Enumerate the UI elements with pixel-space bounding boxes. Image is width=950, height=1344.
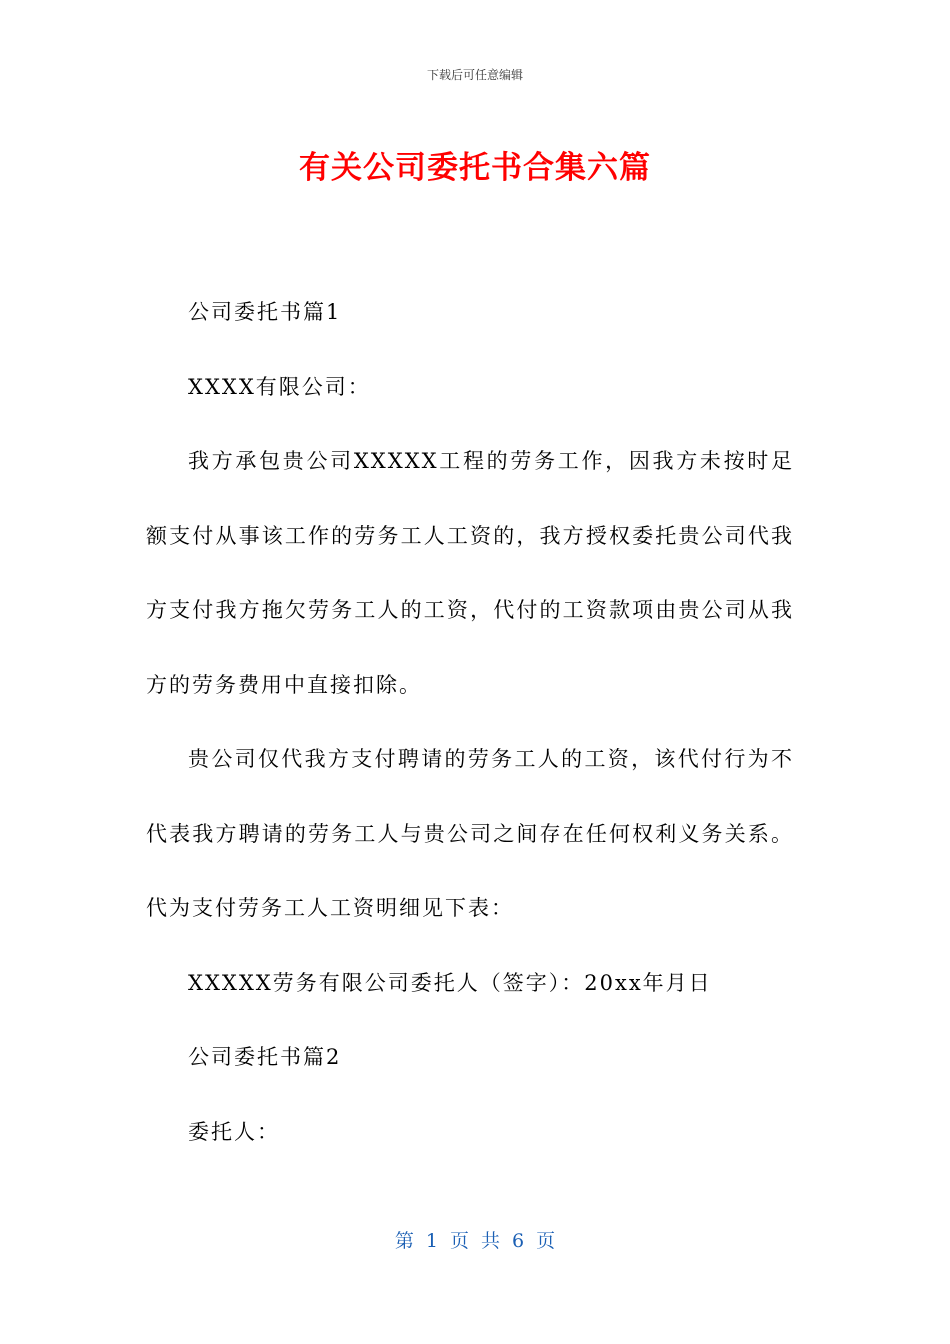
addressee: XXXX有限公司： (188, 374, 371, 399)
page-footer: 第 1 页 共 6 页 (394, 1230, 556, 1252)
section-heading-1: 公司委托书篇1 (188, 300, 342, 324)
body-paragraph: 贵公司仅代我方支付聘请的劳务工人的工资，该代付行为不代表我方聘请的劳务工人与贵公司之间存在任何权利义务关系。代为支付劳务工人工资明细见下表： (146, 747, 794, 920)
section-heading-2: 公司委托书篇2 (188, 1045, 342, 1069)
signature-line: XXXXX劳务有限公司委托人（签字）：20xx年月日 (188, 970, 712, 995)
document-title: 有关公司委托书合集六篇 (299, 150, 651, 186)
principal-label: 委托人： (188, 1119, 280, 1144)
body-paragraph: 我方承包贵公司XXXXX工程的劳务工作，因我方未按时足额支付从事该工作的劳务工人工资的，我方授权委托贵公司代我方支付我方拖欠劳务工人的工资，代付的工资款项由贵公司从我方的劳务费用中直接扣除。 (146, 449, 794, 697)
header-note: 下载后可任意编辑 (426, 68, 523, 82)
document-body (146, 275, 794, 1169)
